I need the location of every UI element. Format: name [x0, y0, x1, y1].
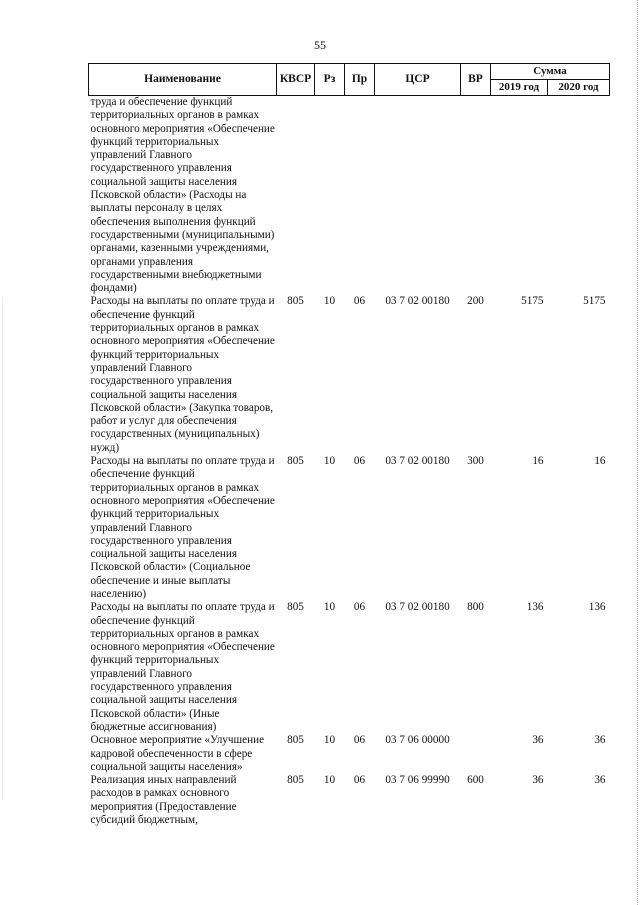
row-name: Реализация иных направлений расходов в рамках основного мероприятия (Предоставление субсидий бюджетным, [90, 774, 237, 827]
table-row [89, 601, 610, 734]
header-pr: Пр [345, 64, 375, 96]
table-body [89, 96, 610, 828]
row-vr: 800 [467, 601, 484, 614]
header-vr: ВР [461, 64, 491, 96]
row-pr: 06 [353, 774, 366, 787]
row-name: Расходы на выплаты по оплате труда и обеспечение функций территориальных органов в рамках основного мероприятия «Обеспечение функций территориальных управлений Главного государственного управления социальной защиты населения Псковской области» (Социальное обеспечение и иные выплаты населению) [90, 455, 275, 600]
table-row [89, 455, 610, 601]
row-sum-2020: 36 [594, 774, 606, 787]
row-pr: 06 [353, 455, 366, 468]
row-sum-2020 [548, 96, 610, 296]
row-name: труда и обеспечение функций территориальных органов в рамках основного мероприятия «Обеспечение функций территориальных управлений Главного государственного управления социальной защиты населения Псковской области» (Расходы на выплаты персоналу в целях обеспечения выполнения функций государственными (муниципальными) органами, казенными учреждениями, органами управления государственными внебюджетными фондами) [90, 96, 275, 295]
row-vr: 300 [467, 455, 484, 468]
table-row [89, 734, 610, 774]
row-vr: 600 [467, 774, 484, 787]
row-kvsr: 805 [287, 295, 304, 308]
row-rz: 10 [323, 455, 336, 468]
row-kvsr: 805 [287, 455, 304, 468]
row-sum-2019: 5175 [521, 295, 544, 308]
row-rz: 10 [323, 295, 336, 308]
table-row [89, 295, 610, 455]
row-sum-2019: 36 [532, 774, 544, 787]
scan-edge-marks-left [2, 300, 4, 800]
row-name: Расходы на выплаты по оплате труда и обеспечение функций территориальных органов в рамках основного мероприятия «Обеспечение функций территориальных управлений Главного государственного управления социальной защиты населения Псковской области» (Иные бюджетные ассигнования) [90, 601, 275, 733]
row-kvsr: 805 [287, 601, 304, 614]
row-vr [461, 734, 491, 774]
scan-edge-marks [635, 0, 638, 905]
row-pr: 06 [353, 295, 366, 308]
header-sum: Сумма [491, 64, 610, 80]
row-vr [461, 96, 491, 296]
header-rz: Рз [315, 64, 345, 96]
row-csr [375, 96, 461, 296]
header-year-2020: 2020 год [548, 80, 610, 96]
row-rz: 10 [323, 774, 336, 787]
header-csr: ЦСР [375, 64, 461, 96]
row-sum-2019 [491, 96, 548, 296]
row-sum-2020: 5175 [583, 295, 606, 308]
row-sum-2019: 136 [526, 601, 544, 614]
row-csr: 03 7 02 00180 [385, 601, 450, 614]
row-sum-2019: 16 [532, 455, 544, 468]
table-row [89, 774, 610, 827]
row-kvsr: 805 [287, 734, 304, 747]
row-csr: 03 7 02 00180 [385, 295, 450, 308]
row-sum-2019: 36 [532, 734, 544, 747]
row-pr [345, 96, 375, 296]
row-name: Расходы на выплаты по оплате труда и обеспечение функций территориальных органов в рамках основного мероприятия «Обеспечение функций территориальных управлений Главного государственного управления социальной защиты населения Псковской области» (Закупка товаров, работ и услуг для обеспечения государственных (муниципальных) нужд) [90, 295, 275, 454]
row-kvsr: 805 [287, 774, 304, 787]
row-pr: 06 [353, 734, 366, 747]
row-pr: 06 [353, 601, 366, 614]
header-name: Наименование [89, 64, 277, 96]
row-csr: 03 7 06 99990 [385, 774, 450, 787]
budget-table [88, 63, 610, 827]
row-kvsr [277, 96, 315, 296]
row-csr: 03 7 06 00000 [385, 734, 450, 747]
row-rz [315, 96, 345, 296]
page-number: 55 [314, 38, 326, 52]
row-sum-2020: 36 [594, 734, 606, 747]
row-rz: 10 [323, 601, 336, 614]
row-sum-2020: 136 [588, 601, 606, 614]
row-vr: 200 [467, 295, 484, 308]
row-rz: 10 [323, 734, 336, 747]
header-kvsr: КВСР [277, 64, 315, 96]
row-csr: 03 7 02 00180 [385, 455, 450, 468]
header-year-2019: 2019 год [491, 80, 548, 96]
table-row [89, 96, 610, 296]
row-sum-2020: 16 [594, 455, 606, 468]
table-header [89, 64, 610, 96]
row-name: Основное мероприятие «Улучшение кадровой обеспеченности в сфере социальной защиты населения» [90, 734, 265, 773]
